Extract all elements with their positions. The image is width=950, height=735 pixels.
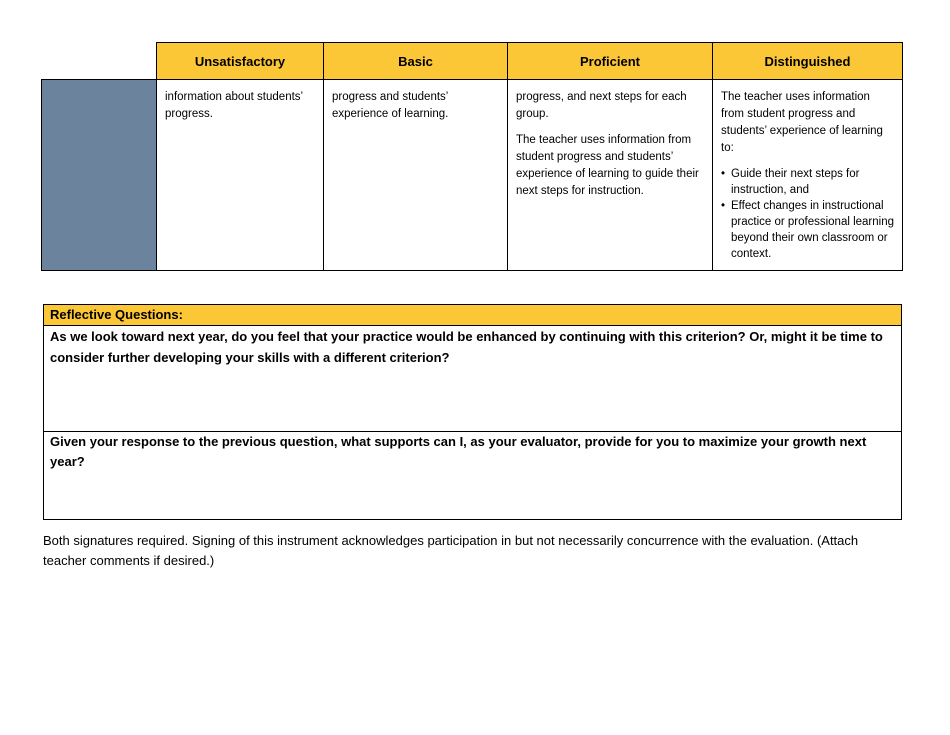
cell-unsatisfactory <box>157 80 324 271</box>
header-proficient: Proficient <box>508 43 713 80</box>
signature-note: Both signatures required. Signing of this instrument acknowledges participation in but not necessarily concurrence with the evaluation. (Attach teacher comments if desired.) <box>43 533 859 568</box>
header-unsatisfactory: Unsatisfactory <box>157 43 324 80</box>
header-basic: Basic <box>324 43 508 80</box>
cell-distinguished <box>713 80 903 271</box>
reflective-questions-title: Reflective Questions: <box>44 305 902 326</box>
distinguished-bullet: • Effect changes in instructional practice or professional learning beyond their own classroom or context. <box>721 198 894 262</box>
basic-text: progress and students’ experience of learning. <box>332 91 449 120</box>
reflective-questions-table <box>43 304 902 520</box>
distinguished-bullet: • Guide their next steps for instruction, and <box>721 166 894 198</box>
distinguished-list <box>721 166 894 262</box>
rubric-table <box>41 42 903 271</box>
reflective-question-1[interactable] <box>44 326 902 432</box>
proficient-text-2: The teacher uses information from student progress and students’ experience of learning to guide their next steps for instruction. <box>516 134 699 197</box>
cell-basic <box>324 80 508 271</box>
cell-proficient <box>508 80 713 271</box>
header-distinguished: Distinguished <box>713 43 903 80</box>
proficient-text-1: progress, and next steps for each group. <box>516 91 687 120</box>
question-2-text: Given your response to the previous question, what supports can I, as your evaluator, provide for you to maximize your growth next year? <box>50 434 867 469</box>
reflective-question-2[interactable] <box>44 432 902 520</box>
unsatisfactory-text: information about students’ progress. <box>165 91 303 120</box>
rubric-body-row <box>42 80 903 271</box>
rubric-header-row <box>42 43 903 80</box>
distinguished-intro: The teacher uses information from student progress and students’ experience of learning to: <box>721 91 883 154</box>
rubric-corner-cell <box>42 43 157 80</box>
criterion-side-cell <box>42 80 157 271</box>
question-1-text: As we look toward next year, do you feel that your practice would be enhanced by continuing with this criterion? Or, might it be time to consider further developing your skills with a different criterion? <box>50 329 883 365</box>
